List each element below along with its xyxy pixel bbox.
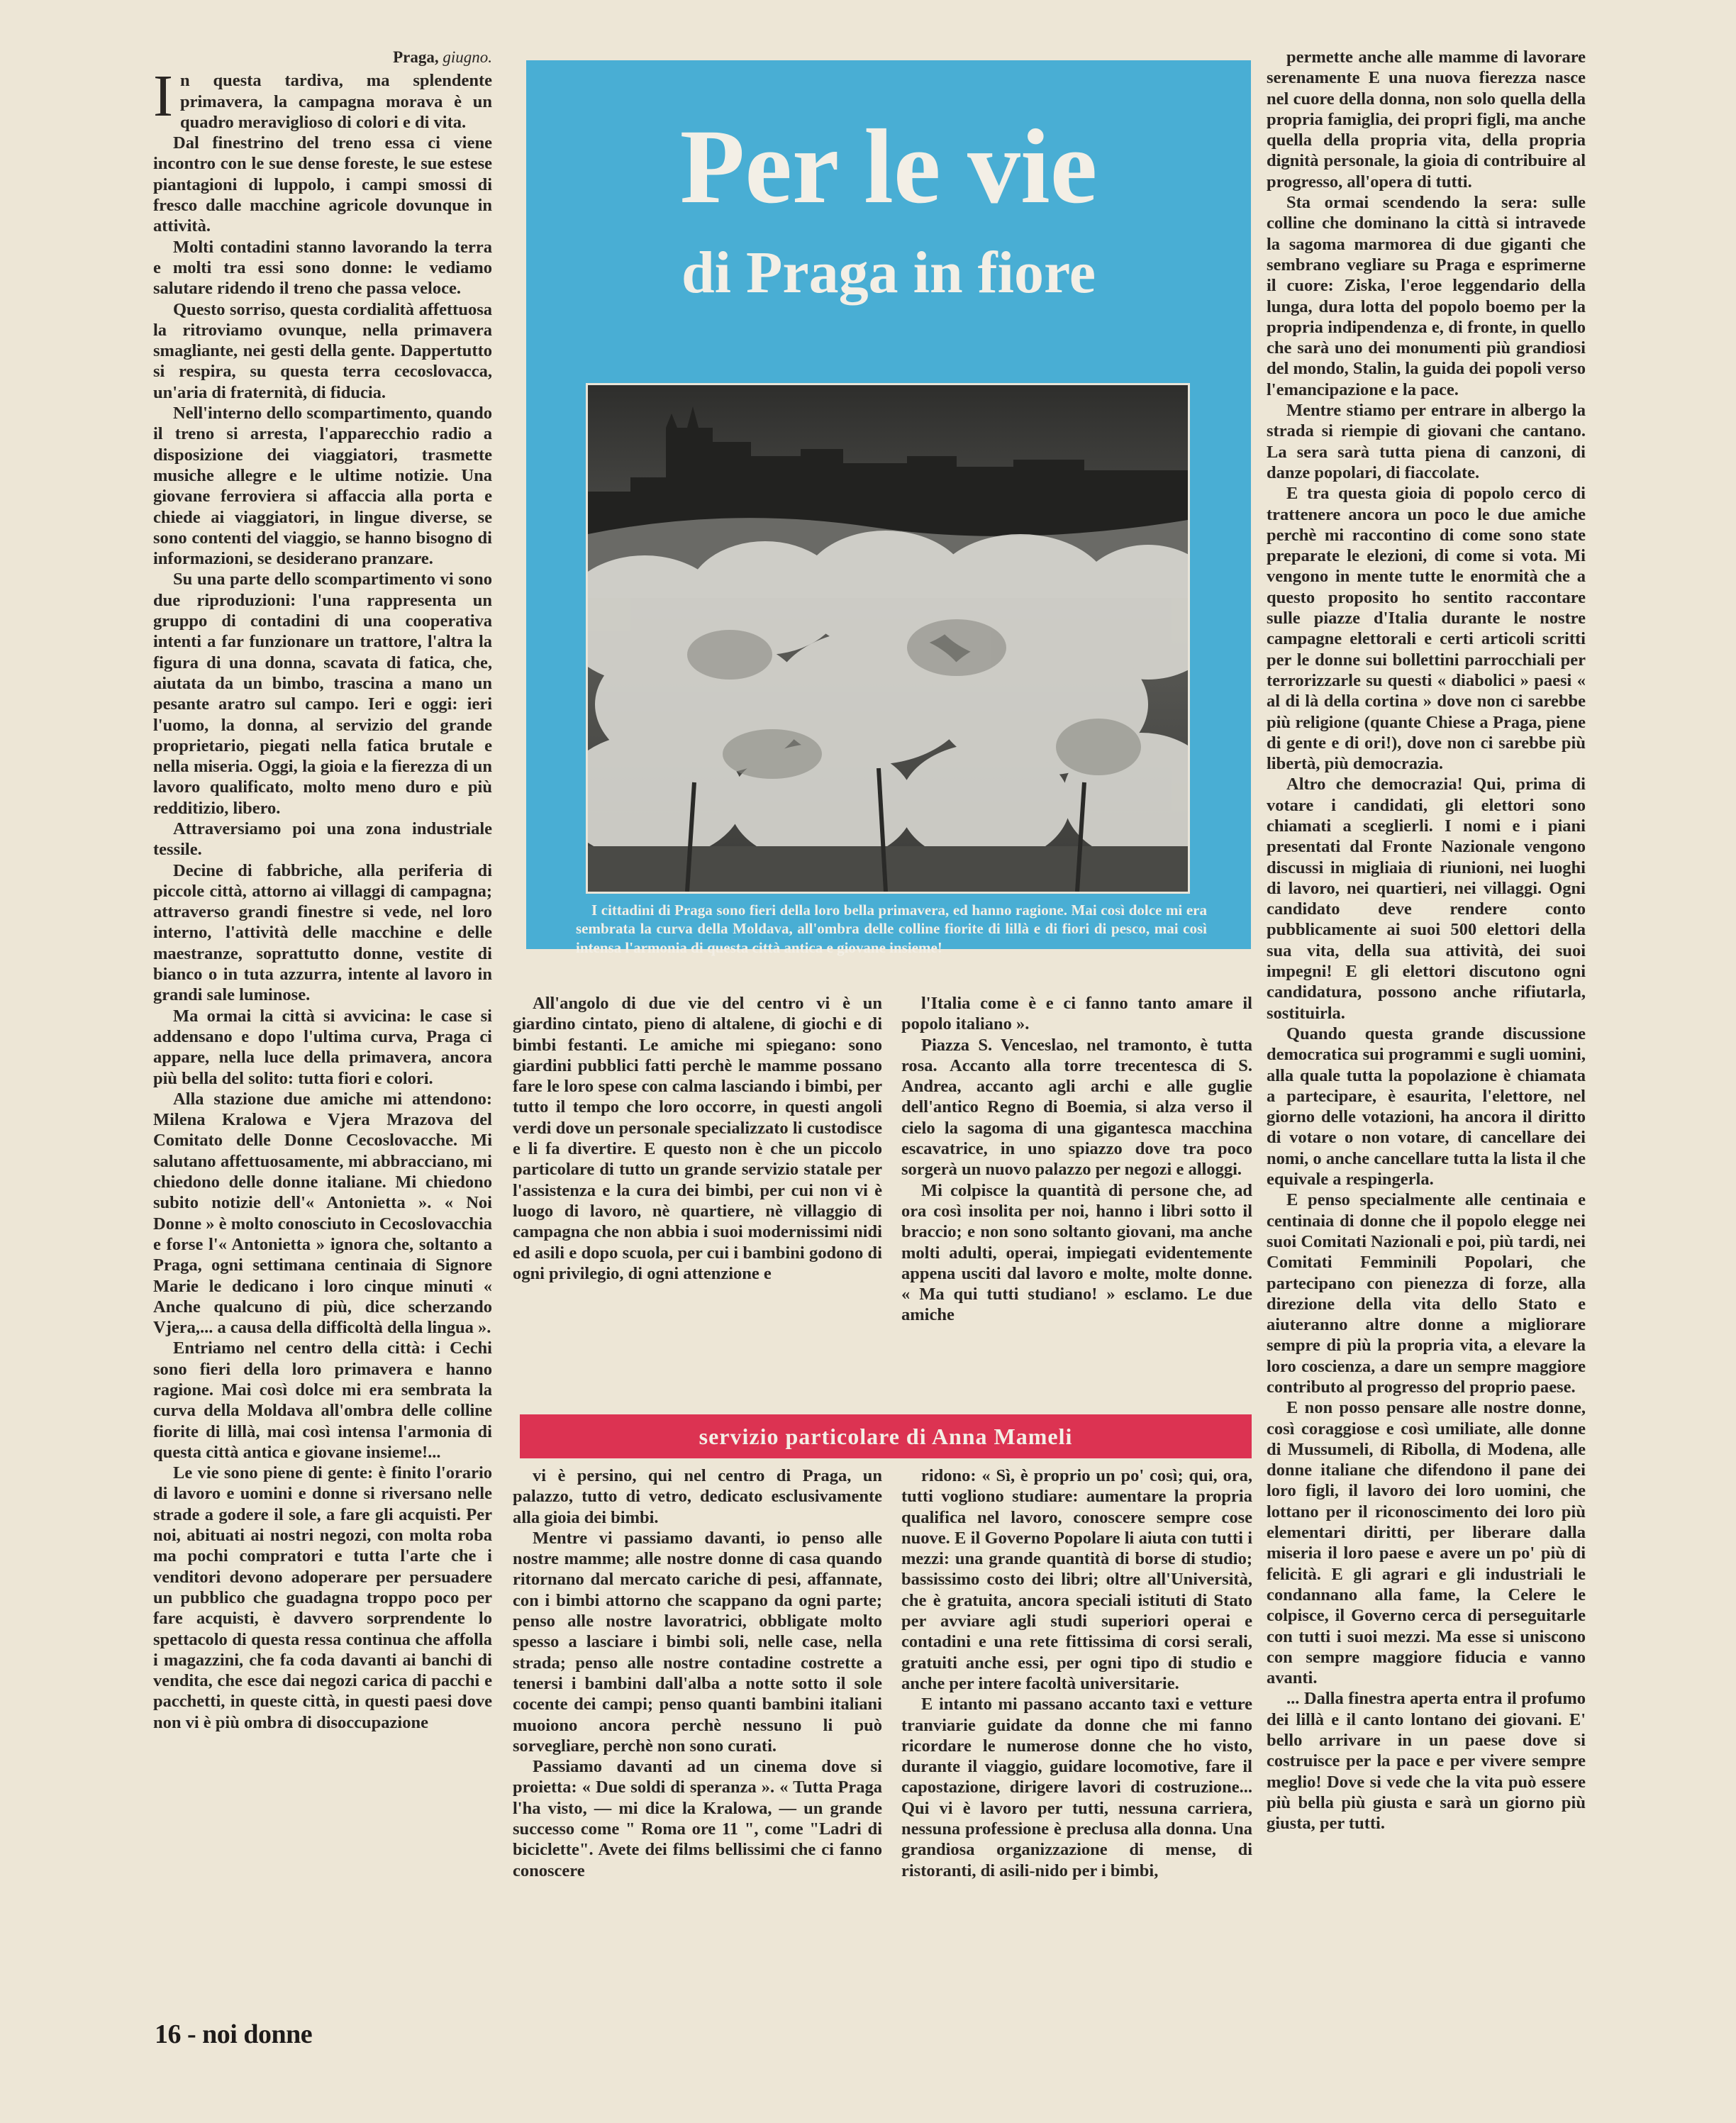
dateline-place: Praga, — [393, 48, 439, 66]
photo-caption: I cittadini di Praga sono fieri della loro bella primavera, ed hanno ragione. Mai così dolce mi era sembrata la curva della Moldava, all'ombra delle colline fiorite di lillà e di fiori di pesco, mai così intensa l'armonia di questa città antica e giovane insieme! — [576, 902, 1207, 956]
paragraph: Decine di fabbriche, alla periferia di piccole città, attorno ai villaggi di campagna; attraverso grandi finestre si vede, nel loro interno, l'attività delle macchine e delle maestranze, soprattutto donne, vestite di bianco o in tuta azzurra, intente al lavoro in grandi sale luminose. — [153, 860, 492, 1005]
article-column-1 — [153, 47, 492, 1756]
paragraph: Su una parte dello scompartimento vi sono due riproduzioni: l'una rappresenta un gruppo di contadini di una cooperativa intenti a far funzionare un trattore, l'altra la figura di una donna, scavata di fatica, che, aiutata da un bimbo, trascina a mano un pesante aratro sul campo. Ieri e oggi: ieri l'uomo, la donna, al servizio del grande proprietario, piegati nella fatica brutale e nella miseria. Oggi, la gioia e la fierezza di un lavoro qualificato, molto meno duro e più redditizio, libero. — [153, 570, 492, 818]
paragraph: Questo sorriso, questa cordialità affettuosa la ritroviamo ovunque, nella primavera smagliante, nei gesti della gente. Dappertutto si respira, su questa terra cecoslovacca, un'aria di fraternità, di fiducia. — [153, 299, 492, 402]
article-column-2 — [513, 993, 882, 1355]
paragraph: Mentre vi passiamo davanti, io penso alle nostre mamme; alle nostre donne di casa quando ritornano dal mercato cariche di pesi, affannate, con i bimbi attorno che scappano da ogni parte; penso alle nostre lavoratrici, obbligate molto spesso a lasciare i bimbi soli, nelle case, nella strada; penso alle nostre contadine costrette a tenersi i bambini dall'alba a notte sotto il sole cocente dei campi; penso quanti bambini italiani muoiono ancora perchè nessuno li può sorvegliare, perchè non sono curati. — [513, 1528, 882, 1756]
paragraph: vi è persino, qui nel centro di Praga, un palazzo, tutto di vetro, dedicato esclusivamente alla gioia dei bimbi. — [513, 1466, 882, 1527]
paragraph: l'Italia come è e ci fanno tanto amare il popolo italiano ». — [901, 994, 1252, 1034]
paragraph: E intanto mi passano accanto taxi e vetture tranviarie guidate da donne che mi fanno ricordare le numerose donne che ho visto, durante il viaggio, guidare locomotive, fare il capostazione, dirigere lavori di costruzione... Qui vi è lavoro per tutti, nessuna carriera, nessuna professione è preclusa alla donna. Una grandiosa organizzazione di mense, di ristoranti, di asili-nido per i bimbi, — [901, 1695, 1252, 1880]
page-footer: 16 - noi donne — [155, 2019, 313, 2049]
paragraph: Altro che democrazia! Qui, prima di votare i candidati, gli elettori sono chiamati a sceglierli. I nomi e i piani presentati dal Fronte Nazionale vengono discussi in migliaia di riunioni, nei luoghi di lavoro, nei quartieri, nei villaggi. Ogni candidato deve rendere conto pubblicamente ai suoi 500 elettori della sua vita, della sua attività, dei suoi impegni! E gli elettori discutono ogni candidatura, possono anche rifiutarla, sostituirla. — [1267, 775, 1586, 1023]
paragraph: E non posso pensare alle nostre donne, così coraggiose e così umiliate, alle donne di Mussumeli, di Ribolla, di Modena, alle donne italiane che difendono il pane dei loro figli, il lavoro dei loro uomini, che lottano per il riconoscimento dei loro più elementari diritti, per liberare dalla miseria il loro paese e avere un po' più di felicità. E gli agrari e gli industriali le condannano alla fame, la Celere le colpisce, il Governo cerca di perseguitarle con tutti i suoi mezzi. Ma esse si uniscono con sempre maggiore fiducia e vanno avanti. — [1267, 1398, 1586, 1688]
paragraph: ... Dalla finestra aperta entra il profumo dei lillà e il canto lontano dei giovani. E' bello arrivare in un paese dove si costruisce per la pace e per vivere sempre meglio! Dove si vede che la vita può essere più bella più giusta e sarà un giorno più giusta, per tutti. — [1267, 1689, 1586, 1834]
paragraph: Nell'interno dello scompartimento, quando il treno si arresta, l'apparecchio radio a disposizione dei viaggiatori, trasmette musiche allegre e le ultime notizie. Una giovane ferroviera si affaccia alla porta e chiede ai viaggiatori, in lingue diverse, se sono contenti del viaggio, se hanno bisogno di informazioni, se desiderano pranzare. — [153, 404, 492, 569]
paragraph: Le vie sono piene di gente: è finito l'orario di lavoro e uomini e donne si riversano nelle strade a godere il sole, a fare gli acquisti. Per noi, abituati ai nostri negozi, con molta roba ma pochi compratori e tutta l'arte che i venditori devono adoperare per persuadere un pubblico che guadagna troppo poco per fare acquisti, è davvero sorprendente lo spettacolo di questa ressa continua che affolla i magazzini, che fa coda davanti ai banchi di vendita, che esce dai negozi carica di pacchi e pacchetti, in queste città, in questi paesi dove non vi è più ombra di disoccupazione — [153, 1463, 492, 1732]
paragraph: Mi colpisce la quantità di persone che, ad ora così insolita per noi, hanno i libri sotto il braccio; e non sono soltanto giovani, ma anche molti adulti, operai, impiegati evidentemente appena usciti dal lavoro e molte, molte donne. « Ma qui tutti studiano! » esclamo. Le due amiche — [901, 1180, 1252, 1325]
paragraph: Passiamo davanti ad un cinema dove si proietta: « Due soldi di speranza ». « Tutta Praga l'ha visto, — mi dice la Kralowa, — un grande successo come " Roma ore 11 ", come "Ladri di biciclette". Avete dei films bellissimi che ci fanno conoscere — [513, 1757, 882, 1880]
title-box — [526, 60, 1251, 956]
paragraph: Sta ormai scendendo la sera: sulle colline che dominano la città si intravede la sagoma marmorea di due giganti che sembrano vegliare su Praga e esprimerne il cuore: Ziska, l'eroe leggendario della lunga, dura lotta del popolo boemo per la propria indipendenza e, di fronte, in quello che sarà uno dei monumenti più grandiosi del mondo, Stalin, la guida dei popoli verso l'emancipazione e la pace. — [1267, 193, 1586, 399]
intro-text: n questa tardiva, ma splendente primavera, la campagna morava è un quadro meraviglioso di colori e di vita. — [179, 71, 492, 132]
paragraph: Mentre stiamo per entrare in albergo la strada si riempie di giovani che cantano. La sera sarà tutta piena di canzoni, di danze popolari, di fiaccolate. — [1267, 401, 1586, 482]
byline-banner: servizio particolare di Anna Mameli — [520, 1414, 1252, 1458]
paragraph: Piazza S. Venceslao, nel tramonto, è tutta rosa. Accanto alla torre trecentesca di S. Andrea, accanto agli archi e alle guglie dell'antico Regno di Boemia, si alza verso il cielo la sagoma di una gigantesca macchina escavatrice, in uno spiazzo dove tra poco sorgerà un nuovo palazzo per negozi e alloggi. — [901, 1035, 1252, 1180]
drop-cap: I — [153, 63, 173, 130]
paragraph: All'angolo di due vie del centro vi è un giardino cintato, pieno di altalene, di giochi e di bimbi festanti. Le amiche mi spiegano: sono giardini pubblici fatti perchè le mamme possano fare le loro spese con calma lasciando i bimbi, per tutto il tempo che loro occorre, in questi angoli verdi dove un personale specializzato li custodisce e li fa divertire. E questo non è che un piccolo particolare di tutto un grande servizio statale per l'assistenza e la cura dei bimbi, per cui non vi è luogo di lavoro, nè quartiere, nè villaggio di campagna che non abbia i suoi modernissimi nidi ed asili e dopo scuola, per cui i bambini godono di ogni privilegio, di ogni attenzione e — [513, 994, 882, 1283]
paragraph: permette anche alle mamme di lavorare serenamente E una nuova fierezza nasce nel cuore della donna, non solo quella della propria famiglia, dei propri figli, ma anche quella della propria vita, della propria dignità personale, la gioia di contribuire al progresso, all'opera di tutti. — [1267, 48, 1586, 192]
article-column-3 — [901, 993, 1252, 1355]
prague-photo — [586, 383, 1190, 894]
dateline — [153, 47, 492, 67]
prague-landscape-image — [588, 385, 1188, 892]
paragraph: Attraversiamo poi una zona industriale tessile. — [153, 819, 492, 860]
intro-paragraph — [153, 63, 492, 133]
article-column-6 — [1267, 47, 1586, 2047]
article-title: Per le vie — [679, 108, 1098, 226]
paragraph: Ma ormai la città si avvicina: le case si addensano e dopo l'ultima curva, Praga ci appare, nella luce della primavera, ancora più bella del solito: tutta fiori e colori. — [153, 1006, 492, 1088]
dateline-month: giugno. — [443, 48, 492, 66]
paragraph: Alla stazione due amiche mi attendono: Milena Kralowa e Vjera Mrazova del Comitato delle Donne Cecoslovacche. Mi salutano affettuosamente, mi abbracciano, mi chiedono delle donne italiane. Mi chiedono subito notizie dell'« Antonietta ». « Noi Donne » è molto conosciuto in Cecoslovacchia e forse l'« Antonietta » ignora che, soltanto a Praga, ogni settimana centinaia di Signore Marie le dedicano i loro cinque minuti « Anche qualcuno di più, dice scherzando Vjera,... a causa della difficoltà della lingua ». — [153, 1089, 492, 1338]
article-column-5 — [901, 1465, 1252, 2047]
paragraph: Entriamo nel centro della città: i Cechi sono fieri della loro primavera e hanno ragione. Mai così dolce mi era sembrata la curva della Moldava all'ombra delle colline fiorite di lillà, mai così intensa l'armonia di questa città antica e giovane insieme!... — [153, 1338, 492, 1462]
paragraph: Molti contadini stanno lavorando la terra e molti tra essi sono donne: le vediamo salutare ridendo il treno che passa veloce. — [153, 237, 492, 299]
paragraph: ridono: « Sì, è proprio un po' così; qui, ora, tutti vogliono studiare: aumentare la propria qualifica nel lavoro, conoscere sempre cose nuove. E il Governo Popolare li aiuta con tutti i mezzi: una grande quantità di borse di studio; bassissimo costo dei libri; oltre all'Università, che è gratuita, ancora speciali istituti di Stato per avviare agli studi superiori operai e contadini e una rete fittissima di corsi serali, gratuiti anche essi, per ogni tipo di studio e anche per intere facoltà universitarie. — [901, 1466, 1252, 1693]
paragraph: E penso specialmente alle centinaia e centinaia di donne che il popolo elegge nei suoi Comitati Nazionali e poi, più tardi, nei Comitati Femminili Popolari, che partecipano con pienezza di forze, alla direzione della vita dello Stato e aiuteranno altre donne a migliorare sempre di più la propria vita, a elevare la loro coscienza, a dare un sempre maggiore contributo al progresso del proprio paese. — [1267, 1190, 1586, 1397]
article-column-4 — [513, 1465, 882, 2047]
paragraph: E tra questa gioia di popolo cerco di trattenere ancora un poco le due amiche perchè mi raccontino di come sono state preparate le elezioni, di come si vota. Mi vengono in mente tutte le enormità che a questo proposito ho sentito raccontare sulle piazze d'Italia durante le nostre campagne elettorali e certi articoli scritti per le donne sui bollettini parrocchiali per terrorizzarle su questi « diabolici » paesi « al di là della cortina » dove non ci sarebbe più religione (quante Chiese a Praga, piene di gente e di ori!), dove non ci sarebbe più libertà, più democrazia. — [1267, 484, 1586, 774]
paragraph: Dal finestrino del treno essa ci viene incontro con le sue dense foreste, le sue estese piantagioni di luppolo, i campi smossi di fresco dalle macchine agricole dovunque in attività. — [153, 133, 492, 236]
article-subtitle: di Praga in fiore — [681, 240, 1096, 306]
paragraph: Quando questa grande discussione democratica sui programmi e sugli uomini, alla quale tutta la popolazione è chiamata a partecipare, è esaurita, l'elettore, nel giorno delle votazioni, ha ancora il diritto di votare o non votare, di cancellare dei nomi, o anche cancellare tutta la lista il che equivale a respingerla. — [1267, 1024, 1586, 1190]
